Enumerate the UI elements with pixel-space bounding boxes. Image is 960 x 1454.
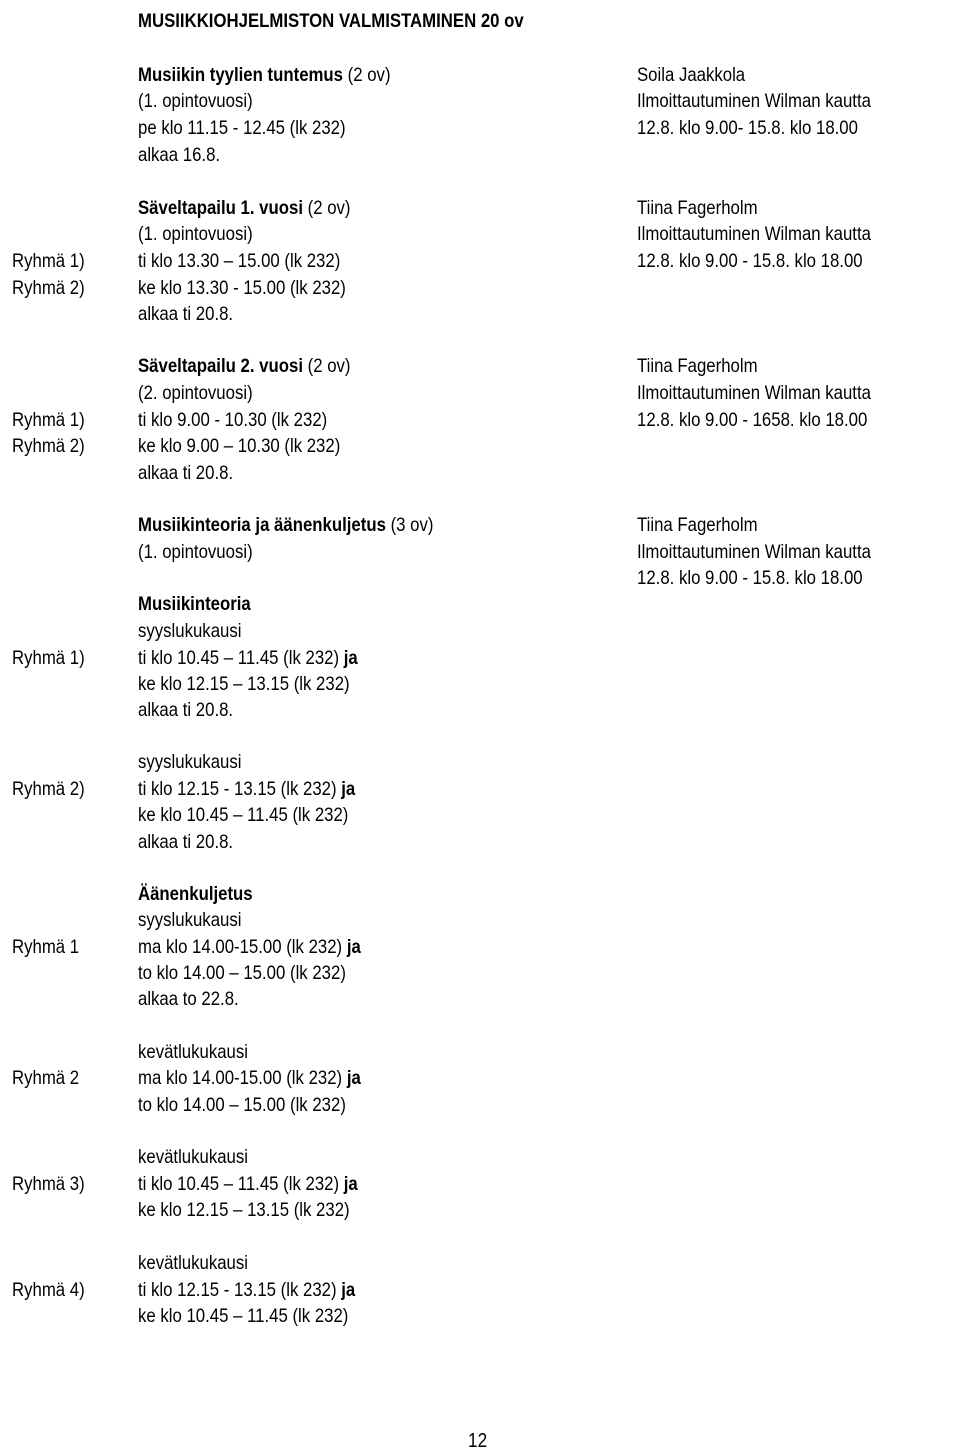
course-saveltapailu-2-title (138, 353, 351, 379)
group-label: Ryhmä 1) (12, 250, 85, 272)
ja-connector: ja (342, 936, 361, 958)
ja-connector: ja (342, 1067, 361, 1089)
course-start: alkaa 16.8. (138, 144, 221, 166)
course-start: alkaa ti 20.8. (138, 699, 234, 721)
group-time: to klo 14.00 – 15.00 (lk 232) (138, 1094, 346, 1116)
group-time: ti klo 9.00 - 10.30 (lk 232) (138, 409, 328, 431)
group-time: ke klo 10.45 – 11.45 (lk 232) (138, 804, 349, 826)
subsection-heading: Musiikinteoria (138, 593, 251, 615)
term-label: syyslukukausi (138, 620, 242, 642)
group-label: Ryhmä 2) (12, 435, 85, 457)
group-label: Ryhmä 1) (12, 409, 85, 431)
group-time: ke klo 12.15 – 13.15 (lk 232) (138, 1199, 350, 1221)
group-label: Ryhmä 4) (12, 1279, 85, 1301)
group-label: Ryhmä 2) (12, 277, 85, 299)
time-text: ti klo 12.15 - 13.15 (lk 232) (138, 778, 337, 800)
course-saveltapailu-1-title (138, 195, 351, 221)
course-credits: (3 ov) (385, 514, 434, 536)
course-teacher: Tiina Fagerholm (637, 355, 758, 377)
time-text: ti klo 10.45 – 11.45 (lk 232) (138, 647, 340, 669)
enrollment-info: Ilmoittautuminen Wilman kautta (637, 382, 871, 404)
course-teacher: Tiina Fagerholm (637, 197, 758, 219)
course-year: (2. opintovuosi) (138, 382, 253, 404)
ja-connector: ja (339, 647, 358, 669)
group-time: ke klo 10.45 – 11.45 (lk 232) (138, 1305, 349, 1327)
course-time: pe klo 11.15 - 12.45 (lk 232) (138, 117, 346, 139)
term-label: syyslukukausi (138, 909, 242, 931)
group-time: to klo 14.00 – 15.00 (lk 232) (138, 962, 346, 984)
group-label: Ryhmä 2) (12, 778, 85, 800)
course-year: (1. opintovuosi) (138, 223, 253, 245)
term-label: syyslukukausi (138, 751, 242, 773)
enrollment-info: Ilmoittautuminen Wilman kautta (637, 223, 871, 245)
enrollment-dates: 12.8. klo 9.00 - 15.8. klo 18.00 (637, 567, 863, 589)
group-time (138, 645, 358, 671)
group-label: Ryhmä 1 (12, 936, 80, 958)
course-credits: (2 ov) (302, 197, 351, 219)
group-time: ti klo 13.30 – 15.00 (lk 232) (138, 250, 341, 272)
course-start: alkaa ti 20.8. (138, 303, 234, 325)
course-year: (1. opintovuosi) (138, 541, 253, 563)
course-musiikinteoria-title (138, 512, 433, 538)
enrollment-dates: 12.8. klo 9.00- 15.8. klo 18.00 (637, 117, 858, 139)
term-label: kevätlukukausi (138, 1146, 248, 1168)
course-musiikin-tyylien-title (138, 62, 391, 88)
group-time (138, 1065, 361, 1091)
course-year: (1. opintovuosi) (138, 90, 253, 112)
term-label: kevätlukukausi (138, 1252, 248, 1274)
enrollment-dates: 12.8. klo 9.00 - 15.8. klo 18.00 (637, 250, 863, 272)
enrollment-info: Ilmoittautuminen Wilman kautta (637, 541, 871, 563)
group-time (138, 776, 355, 802)
group-label: Ryhmä 2 (12, 1067, 80, 1089)
group-label: Ryhmä 1) (12, 647, 85, 669)
ja-connector: ja (336, 778, 356, 800)
course-teacher: Tiina Fagerholm (637, 514, 758, 536)
page-number: 12 (468, 1430, 488, 1452)
group-time (138, 1171, 358, 1197)
course-teacher: Soila Jaakkola (637, 64, 746, 86)
group-time: ke klo 12.15 – 13.15 (lk 232) (138, 673, 350, 695)
subsection-heading: Äänenkuljetus (138, 883, 253, 905)
ja-connector: ja (336, 1279, 356, 1301)
term-label: kevätlukukausi (138, 1041, 248, 1063)
course-name: Säveltapailu 1. vuosi (138, 197, 303, 219)
group-time: ke klo 13.30 - 15.00 (lk 232) (138, 277, 346, 299)
group-label: Ryhmä 3) (12, 1173, 85, 1195)
page-title: MUSIIKKIOHJELMISTON VALMISTAMINEN 20 ov (138, 10, 524, 32)
course-credits: (2 ov) (302, 355, 351, 377)
course-start: alkaa ti 20.8. (138, 831, 234, 853)
time-text: ti klo 12.15 - 13.15 (lk 232) (138, 1279, 337, 1301)
course-start: alkaa ti 20.8. (138, 462, 234, 484)
course-name: Musiikinteoria ja äänenkuljetus (138, 514, 386, 536)
ja-connector: ja (339, 1173, 358, 1195)
course-name: Säveltapailu 2. vuosi (138, 355, 303, 377)
enrollment-info: Ilmoittautuminen Wilman kautta (637, 90, 871, 112)
time-text: ma klo 14.00-15.00 (lk 232) (138, 936, 343, 958)
enrollment-dates: 12.8. klo 9.00 - 1658. klo 18.00 (637, 409, 868, 431)
group-time: ke klo 9.00 – 10.30 (lk 232) (138, 435, 341, 457)
group-time (138, 934, 361, 960)
course-credits: (2 ov) (343, 64, 391, 86)
time-text: ti klo 10.45 – 11.45 (lk 232) (138, 1173, 340, 1195)
group-time (138, 1277, 355, 1303)
course-name: Musiikin tyylien tuntemus (138, 64, 344, 86)
time-text: ma klo 14.00-15.00 (lk 232) (138, 1067, 343, 1089)
course-start: alkaa to 22.8. (138, 988, 239, 1010)
